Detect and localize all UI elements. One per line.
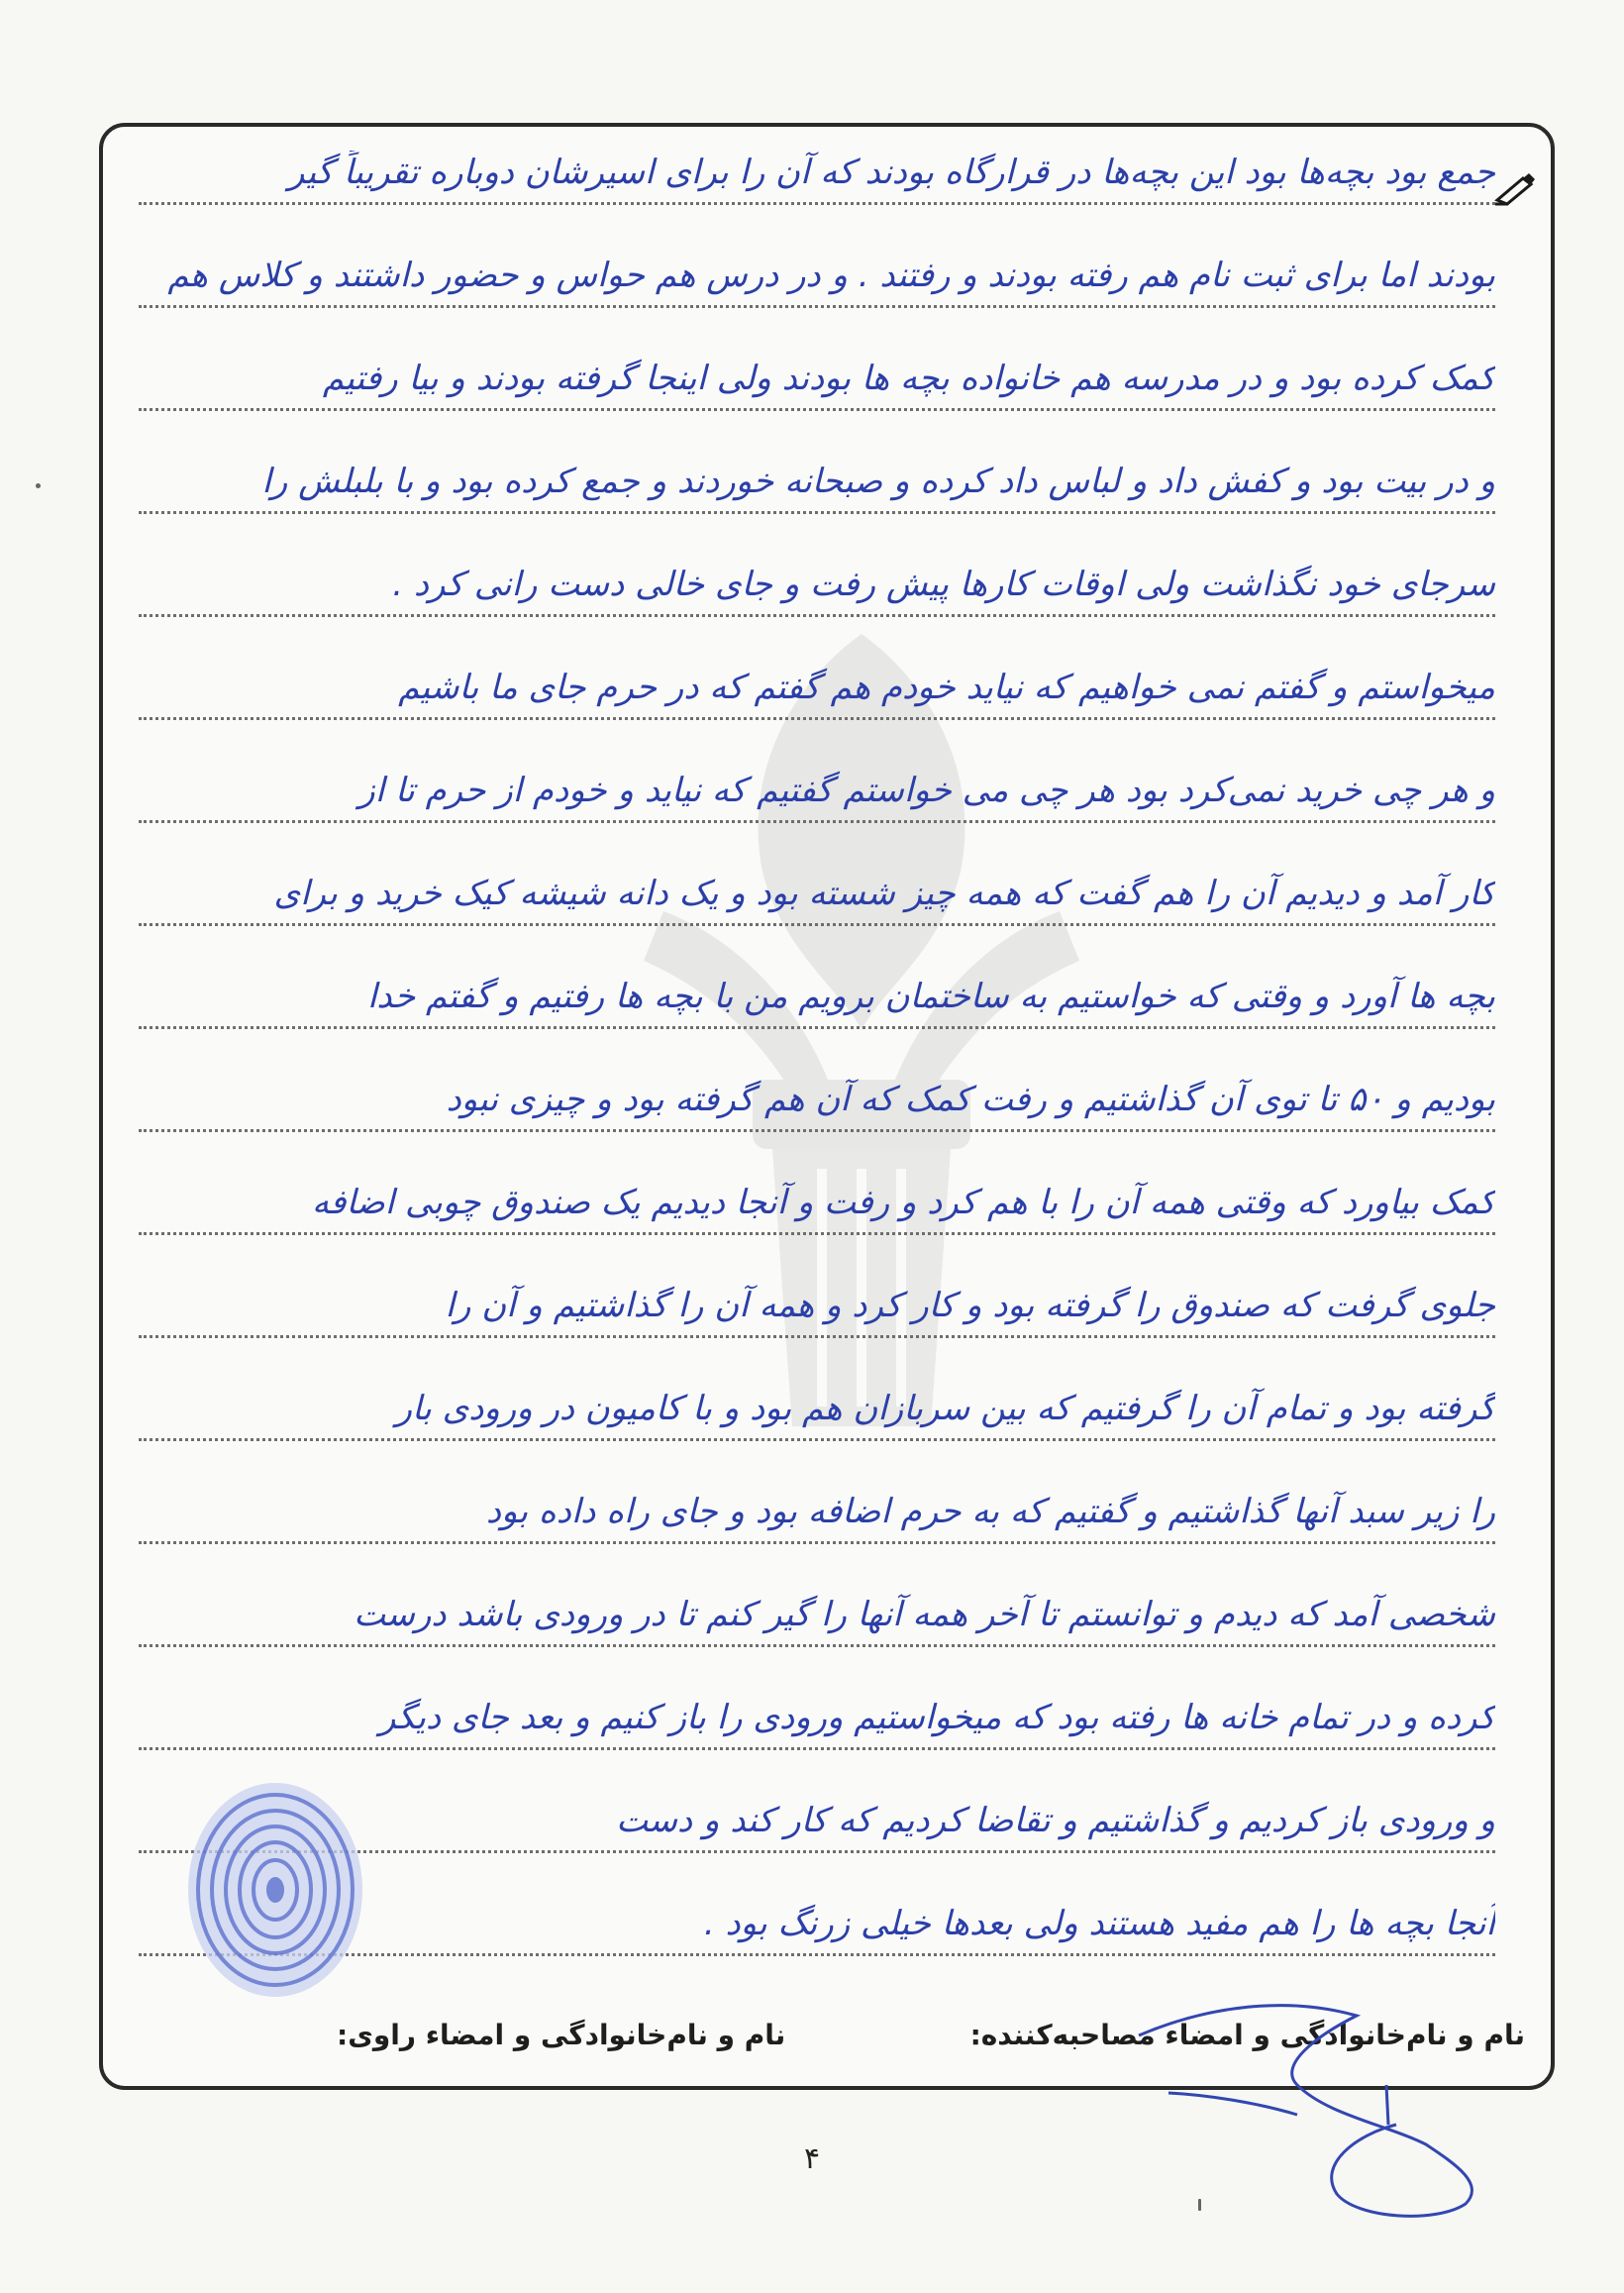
handwritten-line: و در بیت بود و کفش داد و لباس داد کرده و صبحانه خوردند و جمع کرده بود و با بلبلش را <box>139 436 1495 514</box>
handwritten-line: و ورودی باز کردیم و گذاشتیم و تقاضا کردیم که کار کند و دست <box>139 1775 1495 1853</box>
handwritten-line: کار آمد و دیدیم آن را هم گفت که همه چیز شسته بود و یک دانه شیشه کیک خرید و برای <box>139 848 1495 926</box>
interviewer-signature <box>1129 1976 1505 2234</box>
handwritten-line: میخواستم و گفتم نمی خواهیم که نیاید خودم هم گفتم که در حرم جای ما باشیم <box>139 642 1495 720</box>
handwritten-line: کمک بیاورد که وقتی همه آن را با هم کرد و رفت و آنجا دیدیم یک صندوق چوبی اضافه <box>139 1157 1495 1235</box>
fingerprint-stamp <box>176 1773 374 2001</box>
handwritten-line: شخصی آمد که دیدم و توانستم تا آخر همه آنها را گیر کنم تا در ورودی باشد درست <box>139 1569 1495 1647</box>
handwritten-line: گرفته بود و تمام آن را گرفتیم که بین سربازان هم بود و با کامیون در ورودی بار <box>139 1363 1495 1441</box>
handwritten-line: سرجای خود نگذاشت ولی اوقات کارها پیش رفت و جای خالی دست رانی کرد . <box>139 539 1495 617</box>
handwritten-line: بچه ها آورد و وقتی که خواستیم به ساختمان برویم من با بچه ها رفتیم و گفتم خدا <box>139 951 1495 1029</box>
page-number: ۴ <box>803 2141 821 2176</box>
handwritten-line: جمع بود بچه‌ها بود این بچه‌ها در قرارگاه بودند که آن را برای اسیرشان دوباره تقریباً گیر <box>139 127 1495 205</box>
narrator-signature-label: نام و نام‌خانوادگی و امضاء راوی: <box>337 2019 786 2051</box>
handwritten-line: جلوی گرفت که صندوق را گرفته بود و کار کرد و همه آن را گذاشتیم و آن را <box>139 1260 1495 1338</box>
handwritten-line: آنجا بچه ها را هم مفید هستند ولی بعدها خیلی زرنگ بود . <box>139 1878 1495 1956</box>
handwritten-line: را زیر سبد آنها گذاشتیم و گفتیم که به حرم اضافه بود و جای راه داده بود <box>139 1466 1495 1544</box>
handwritten-line: بودند اما برای ثبت نام هم رفته بودند و رفتند . و در درس هم حواس و حضور داشتند و کلاس هم <box>139 230 1495 308</box>
paper-speck <box>36 483 41 488</box>
handwritten-line: کرده و در تمام خانه ها رفته بود که میخواستیم ورودی را باز کنیم و بعد جای دیگر <box>139 1672 1495 1750</box>
paper-speck <box>1198 2199 1201 2211</box>
writing-hand-icon <box>1493 170 1537 206</box>
organization-emblem-watermark <box>604 614 1119 1466</box>
handwritten-line: کمک کرده بود و در مدرسه هم خانواده بچه ها بودند ولی اینجا گرفته بودند و بیا رفتیم <box>139 333 1495 411</box>
handwritten-line: بودیم و ۵۰ تا توی آن گذاشتیم و رفت کمک که آن هم گرفته بود و چیزی نبود <box>139 1054 1495 1132</box>
interviewer-signature-label: نام و نام‌خانوادگی و امضاء مصاحبه‌کننده: <box>969 2019 1525 2051</box>
handwritten-line: و هر چی خرید نمی‌کرد بود هر چی می خواستم گفتیم که نیاید و خودم از حرم تا از <box>139 745 1495 823</box>
